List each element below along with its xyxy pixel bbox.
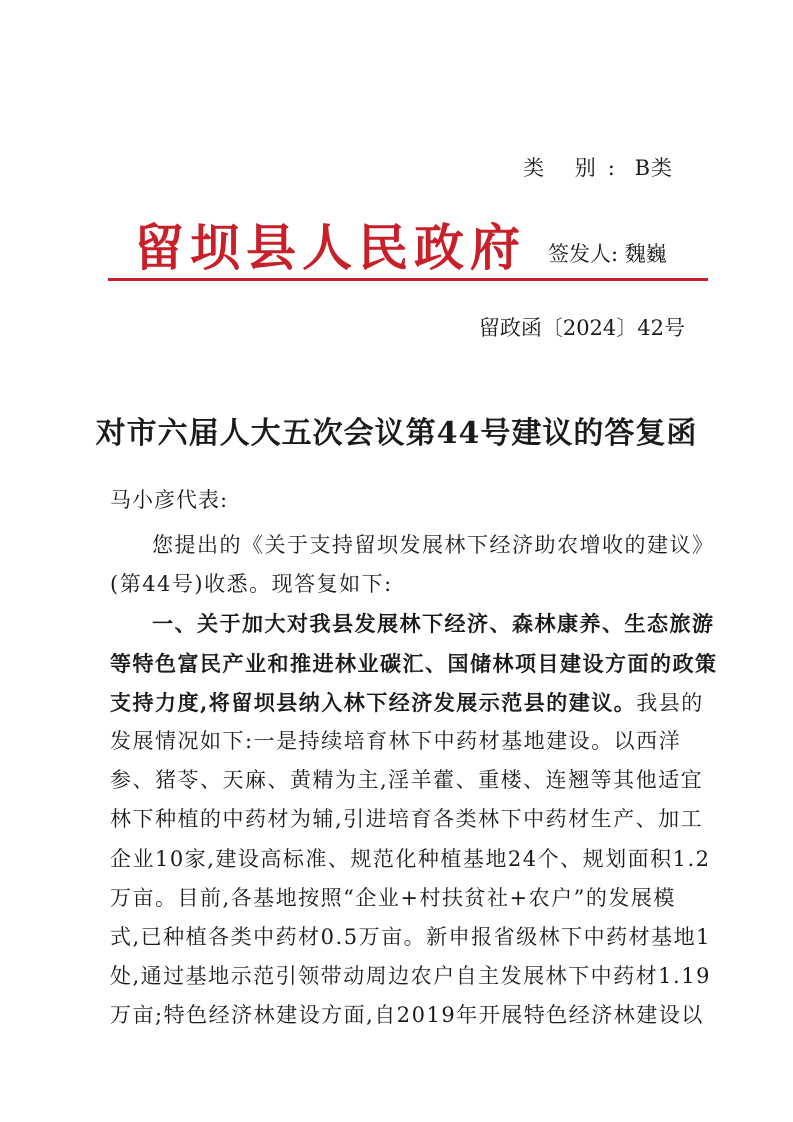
body-line: 万亩;特色经济林建设方面,自2019年开展特色经济林建设以 — [110, 1003, 704, 1028]
body-line: 参、猪苓、天麻、黄精为主,淫羊藿、重楼、连翘等其他适宜 — [110, 768, 704, 793]
body-line: 式,已种植各类中药材0.5万亩。新申报省级林下中药材基地1 — [110, 924, 711, 949]
body-bold-fragment: 支持力度,将留坝县纳入林下经济发展示范县的建议。 — [110, 689, 637, 715]
body-line-bold: 一、关于加大对我县发展林下经济、森林康养、生态旅游 — [152, 611, 715, 637]
category-label: 类 别: — [523, 156, 627, 180]
body-line: 企业10家,建设高标准、规范化种植基地24个、规划面积1.2 — [110, 846, 711, 871]
salutation: 马小彦代表: — [110, 488, 229, 512]
body-normal-fragment: 我县的 — [636, 690, 704, 715]
body-line-bold: 等特色富民产业和推进林业碳汇、国储林项目建设方面的政策 — [110, 650, 718, 676]
red-divider — [108, 278, 708, 281]
document-title: 对市六届人大五次会议第44号建议的答复函 — [95, 416, 698, 451]
body-line: 万亩。目前,各基地按照“企业+村扶贫社+农户”的发展模 — [110, 885, 676, 910]
body-line: 发展情况如下:一是持续培育林下中药材基地建设。以西洋 — [110, 728, 682, 753]
body-line — [110, 683, 704, 722]
signer-line — [548, 238, 667, 268]
document-number: 留政函〔2024〕42号 — [478, 316, 685, 340]
signer-label: 签发人: — [548, 242, 619, 266]
signer-name: 魏巍 — [624, 242, 667, 266]
issuer-title: 留坝县人民政府 — [134, 218, 526, 277]
category-line — [523, 152, 673, 182]
body-line: 林下种植的中药材为辅,引进培育各类林下中药材生产、加工 — [110, 807, 704, 832]
body-line: 处,通过基地示范引领带动周边农户自主发展林下中药材1.19 — [110, 964, 711, 989]
body-text — [110, 526, 718, 1035]
body-line: (第44号)收悉。现答复如下: — [110, 572, 393, 597]
body-line: 您提出的《关于支持留坝发展林下经济助农增收的建议》 — [152, 533, 715, 557]
category-value: B类 — [634, 156, 673, 180]
